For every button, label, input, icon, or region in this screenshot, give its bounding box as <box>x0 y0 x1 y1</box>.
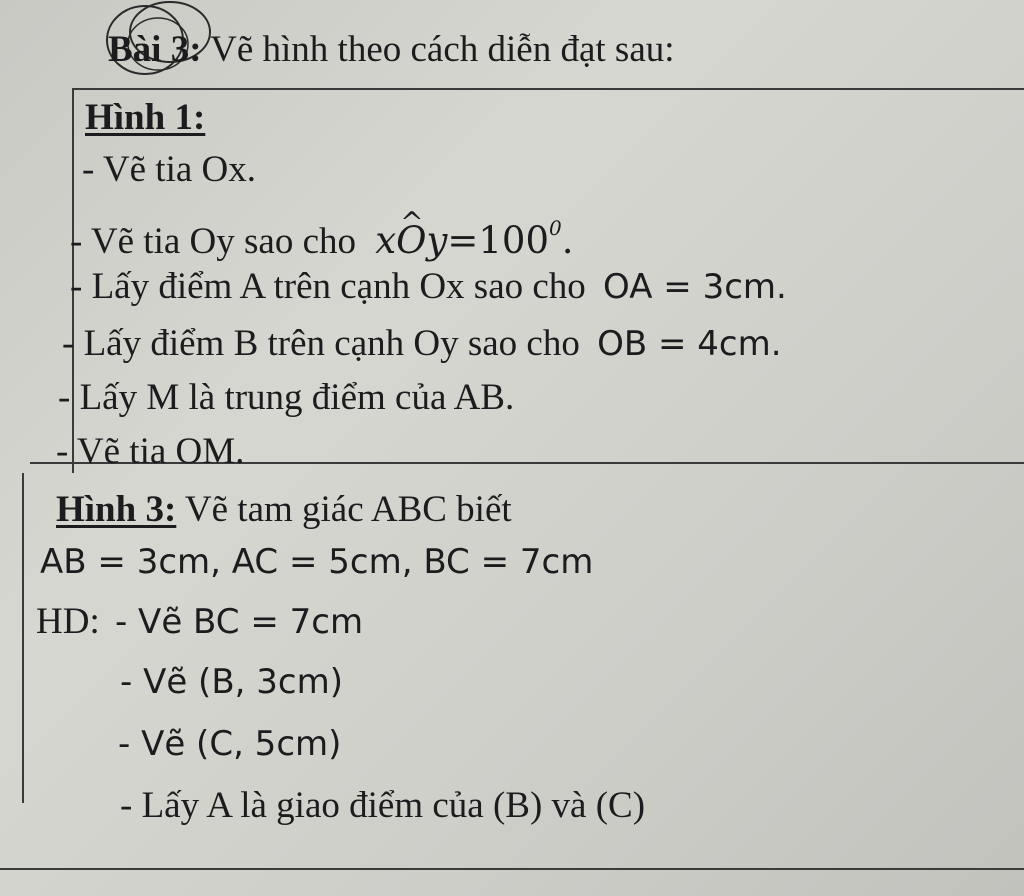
angle-expression <box>375 216 574 262</box>
hinh1-step6: - Vẽ tia OM. <box>56 431 245 472</box>
table-top-border <box>72 88 1024 90</box>
hd-step3: - Vẽ (C, 5cm) <box>118 724 342 764</box>
hinh1-step4 <box>62 322 782 366</box>
hinh1-step4-math: OB = 4cm. <box>597 324 782 364</box>
hd-step4: - Lấy A là giao điểm của (B) và (C) <box>120 785 646 826</box>
angle-end: . <box>561 219 574 262</box>
hinh1-step5: - Lấy M là trung điểm của AB. <box>58 377 515 418</box>
angle-vertex-O: ^ O <box>396 219 426 263</box>
hinh1-step3-text: - Lấy điểm A trên cạnh Ox sao cho <box>70 266 586 307</box>
hinh1-step2-text: - Vẽ tia Oy sao cho <box>70 221 356 262</box>
hinh3-heading: Hình 3: <box>56 489 177 530</box>
hinh3-hd-line <box>36 600 363 644</box>
hinh1-heading: Hình 1: <box>85 97 206 138</box>
hinh1-step3 <box>70 265 787 309</box>
table-bottom-border <box>0 868 1024 870</box>
degree-sup: 0 <box>549 216 562 240</box>
exercise-number: Bài 3: <box>108 29 202 70</box>
hd-label: HD: <box>36 601 100 642</box>
exercise-header <box>108 28 675 72</box>
hinh1-step2 <box>70 206 574 264</box>
hinh3-title: Vẽ tam giác ABC biết <box>184 489 512 530</box>
angle-value: =100 <box>447 219 549 262</box>
hinh3-given: AB = 3cm, AC = 5cm, BC = 7cm <box>40 542 594 582</box>
table-left-border-lower <box>22 473 24 803</box>
hinh1-step4-text: - Lấy điểm B trên cạnh Oy sao cho <box>62 323 580 364</box>
hd-step1: - Vẽ BC = 7cm <box>114 602 364 642</box>
hinh3-title-line <box>56 488 512 532</box>
hinh1-step3-math: OA = 3cm. <box>603 267 787 307</box>
hinh1-step1: - Vẽ tia Ox. <box>82 149 256 190</box>
angle-var-y: y <box>426 219 448 262</box>
angle-var-x: x <box>375 219 397 262</box>
exercise-title: Vẽ hình theo cách diễn đạt sau: <box>210 29 675 70</box>
hd-step2: - Vẽ (B, 3cm) <box>120 662 343 702</box>
